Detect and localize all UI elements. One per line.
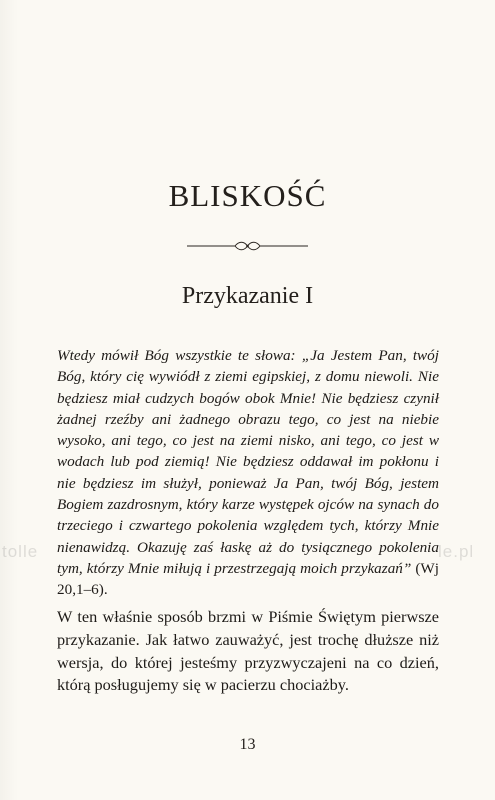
scripture-reference: (Wj 20,1–6). [57, 559, 439, 599]
watermark-text-right: le.pl [438, 542, 475, 561]
page-number: 13 [239, 736, 256, 753]
scripture-quote [57, 345, 439, 601]
chapter-title: BLISKOŚĆ [168, 178, 327, 213]
section-title: Przykazanie I [181, 283, 314, 309]
watermark-text-left: tolle [2, 542, 39, 561]
scripture-quote-text: Wtedy mówił Bóg wszystkie te słowa: „Ja Jestem Pan, twój Bóg, który cię wywiódł z ziemi egipskiej, z domu niewoli. Nie będziesz miał cudzych bogów obok Mnie! Nie będziesz czynił żadnej rzeźby ani żadnego obrazu tego, co jest na niebie wysoko, ani tego, co jest na ziemi nisko, ani tego, co jest w wodach lub pod ziemią! Nie będziesz oddawał im pokłonu i nie będziesz im służył, ponieważ Ja Pan, twój Bóg, jestem Bogiem zazdrosnym, który karze występek ojców na synach do trzeciego i czwartego pokolenia względem tych, którzy Mnie nienawidzą. Okazuję zaś łaskę aż do tysiącznego pokolenia tym, którzy Mnie miłują i przestrzegają moich przykazań” [57, 347, 439, 577]
body-paragraph: W ten właśnie sposób brzmi w Piśmie Świętym pierwsze przykazanie. Jak łatwo zauważyć, jest trochę dłuższe niż wersja, do której jesteśmy przyzwyczajeni na co dzień, którą posługujemy się w pacierzu chociażby. [57, 607, 439, 695]
ornament-divider-icon [187, 239, 308, 253]
